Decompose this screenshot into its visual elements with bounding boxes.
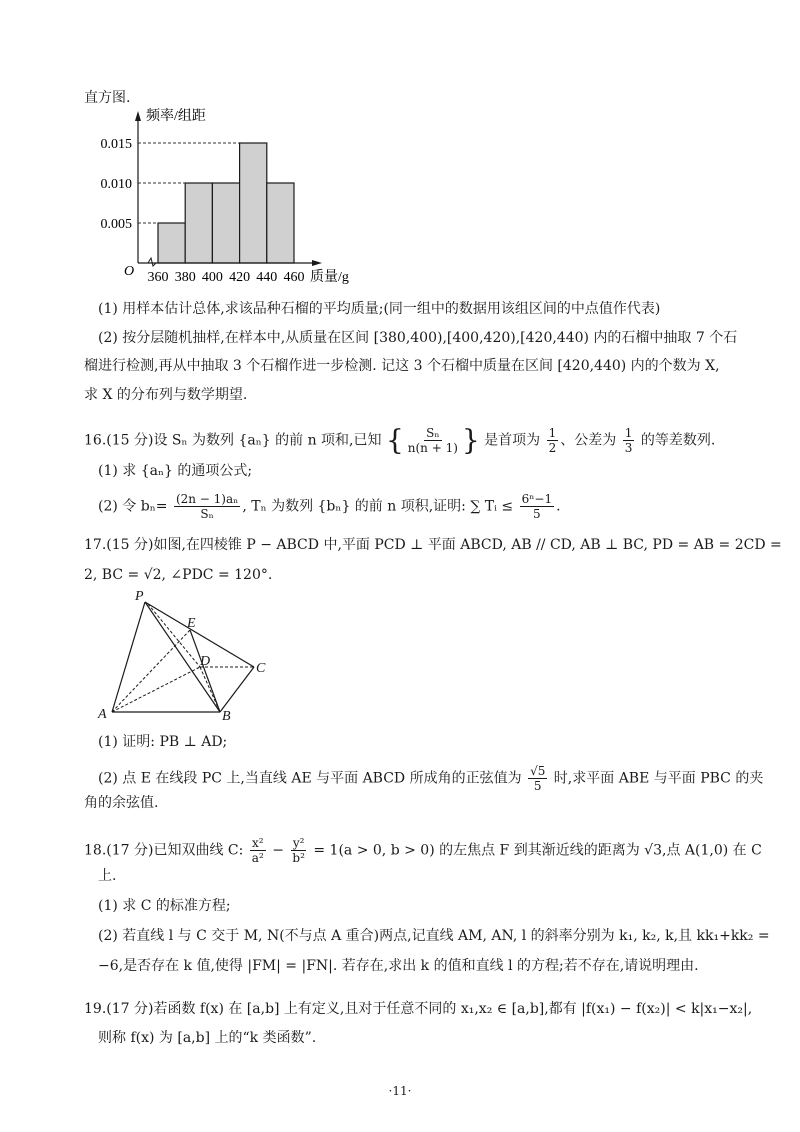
fraction — [547, 426, 559, 455]
q19-stem-cont — [98, 1028, 316, 1048]
text-segment: 时,求平面 ABE 与平面 PBC 的夹 — [549, 770, 764, 787]
label-D: D — [200, 654, 211, 669]
histogram-bar — [267, 183, 294, 263]
text-segment: 求 X 的分布列与数学期望. — [84, 387, 248, 403]
y-tick-label: 0.015 — [100, 137, 132, 152]
text-segment: 上. — [98, 868, 117, 884]
edge-EB — [190, 630, 220, 712]
text-segment: 18.(17 分)已知双曲线 C: — [84, 842, 248, 859]
text-segment: 的等差数列. — [636, 432, 716, 449]
denominator: 5 — [533, 779, 542, 793]
x-tick-label: 380 — [174, 270, 196, 285]
denominator: 2 — [548, 441, 557, 455]
denominator: n(n + 1) — [407, 441, 458, 455]
text-segment: = 1(a > 0, b > 0) 的左焦点 F 到其渐近线的距离为 √3,点 A(1,0) 在 C — [308, 842, 762, 859]
text-segment: . — [556, 498, 561, 515]
denominator: 5 — [533, 507, 541, 521]
x-tick-label: 400 — [201, 270, 223, 285]
text-segment: , Tₙ 为数列 {bₙ} 的前 n 项积,证明: ∑ Tᵢ ≤ — [242, 498, 518, 515]
numerator: 1 — [548, 426, 557, 440]
denominator: a² — [251, 851, 264, 865]
axis-break — [148, 258, 156, 266]
x-tick-label: 420 — [229, 270, 251, 285]
q17-part2-cont — [84, 793, 158, 813]
pyramid-figure — [90, 580, 280, 730]
text-segment: (1) 证明: PB ⊥ AD; — [98, 734, 228, 750]
numerator: √5 — [530, 764, 546, 778]
x-tick-label: 440 — [256, 270, 278, 285]
text-segment: (1) 求 {aₙ} 的通项公式; — [98, 463, 253, 479]
label-A: A — [98, 707, 107, 722]
label-P: P — [135, 589, 144, 604]
y-tick-label: 0.005 — [100, 217, 132, 232]
fraction — [290, 836, 307, 865]
q16-stem — [84, 423, 716, 457]
text-segment: (2) 若直线 l 与 C 交于 M, N(不与点 A 重合)两点,记直线 AM, AN, l 的斜率分别为 k₁, k₂, k,且 kk₁+kk₂ = — [98, 928, 770, 944]
y-axis-label: 频率/组距 — [146, 109, 206, 124]
text-segment: −6,是否存在 k 值,使得 |FM| = |FN|. 若存在,求出 k 的值和直线 l 的方程;若不存在,请说明理由. — [98, 958, 699, 974]
text-segment: (2) 令 bₙ= — [98, 498, 172, 515]
text-segment: 19.(17 分)若函数 f(x) 在 [a,b] 上有定义,且对于任意不同的 x₁,x₂ ∈ [a,b],都有 |f(x₁) − f(x₂)| < k|x₁−x₂|, — [84, 1001, 753, 1017]
edge-DB — [200, 667, 220, 712]
q18-stem — [84, 836, 762, 865]
text-segment: 榴进行检测,再从中抽取 3 个石榴作进一步检测. 记这 3 个石榴中质量在区间 [420,440) 内的个数为 X, — [84, 358, 720, 374]
q15-part2-cont2 — [84, 385, 247, 405]
fraction — [520, 492, 555, 521]
numerator: (2n − 1)aₙ — [175, 492, 239, 506]
q15-part2-cont — [84, 356, 720, 376]
label-C: C — [256, 661, 266, 676]
text-segment: (2) 按分层随机抽样,在样本中,从质量在区间 [380,400),[400,420),[420,440) 内的石榴中抽取 7 个石 — [98, 330, 738, 346]
numerator: Sₙ — [426, 426, 440, 440]
text-segment: (1) 用样本估计总体,求该品种石榴的平均质量;(同一组中的数据用该组区间的中点值作代表) — [98, 301, 661, 317]
edge-PA — [112, 602, 145, 712]
q15-part1 — [98, 299, 660, 319]
label-E: E — [187, 616, 196, 631]
q18-part2-cont — [98, 956, 699, 976]
denominator: 3 — [624, 441, 633, 455]
edge-BC — [220, 667, 254, 712]
q16-part1 — [98, 461, 252, 481]
q18-part1 — [98, 896, 231, 916]
text-segment: 直方图. — [84, 90, 131, 106]
brace: { — [385, 423, 404, 457]
brace: } — [461, 423, 480, 457]
text-segment: 则称 f(x) 为 [a,b] 上的“k 类函数”. — [98, 1030, 317, 1046]
label-B: B — [222, 709, 231, 724]
fraction — [623, 426, 635, 455]
text-segment: (2) 点 E 在线段 PC 上,当直线 AE 与平面 ABCD 所成角的正弦值为 — [98, 770, 527, 787]
denominator: Sₙ — [200, 507, 214, 521]
fraction — [528, 764, 547, 793]
y-tick-label: 0.010 — [100, 177, 132, 192]
text-segment: 2, BC = √2, ∠PDC = 120°. — [84, 567, 273, 583]
origin-label: O — [124, 264, 135, 279]
histogram-bar — [240, 143, 267, 263]
x-tick-label: 360 — [147, 270, 169, 285]
q15-part2 — [98, 328, 737, 348]
numerator: x² — [251, 836, 264, 850]
text-segment: 角的余弦值. — [84, 795, 159, 811]
fraction — [406, 426, 460, 455]
text-segment: 是首项为 — [479, 432, 545, 449]
numerator: 1 — [624, 426, 633, 440]
numerator: y² — [292, 836, 305, 850]
page-number: ·11· — [388, 1084, 412, 1098]
edge-AD — [112, 667, 200, 712]
histogram-bar — [185, 183, 212, 263]
x-axis-label: 质量/g — [310, 270, 349, 285]
q17-part2 — [98, 764, 763, 793]
histogram-bar — [212, 183, 239, 263]
text-segment: 17.(15 分)如图,在四棱锥 P − ABCD 中,平面 PCD ⊥ 平面 ABCD, AB // CD, AB ⊥ BC, PD = AB = 2CD = — [84, 537, 782, 553]
text-segment: 16.(15 分)设 Sₙ 为数列 {aₙ} 的前 n 项和,已知 — [84, 432, 386, 449]
q16-part2 — [98, 492, 561, 521]
fraction — [250, 836, 266, 865]
text-segment: − — [267, 842, 289, 859]
histogram-chart — [90, 105, 370, 285]
histogram-bar — [158, 223, 185, 263]
denominator: b² — [292, 851, 305, 865]
q18-stem-cont — [98, 866, 116, 886]
q17-stem — [84, 535, 782, 555]
x-axis-arrow — [312, 260, 322, 266]
x-tick-label: 460 — [283, 270, 305, 285]
q19-stem — [84, 999, 752, 1019]
q17-part1 — [98, 732, 227, 752]
text-segment: (1) 求 C 的标准方程; — [98, 898, 231, 914]
y-axis-arrow — [135, 111, 141, 121]
fraction — [174, 492, 240, 521]
numerator: 6ⁿ−1 — [521, 492, 553, 506]
text-segment: 、公差为 — [560, 432, 621, 449]
q18-part2 — [98, 926, 770, 946]
